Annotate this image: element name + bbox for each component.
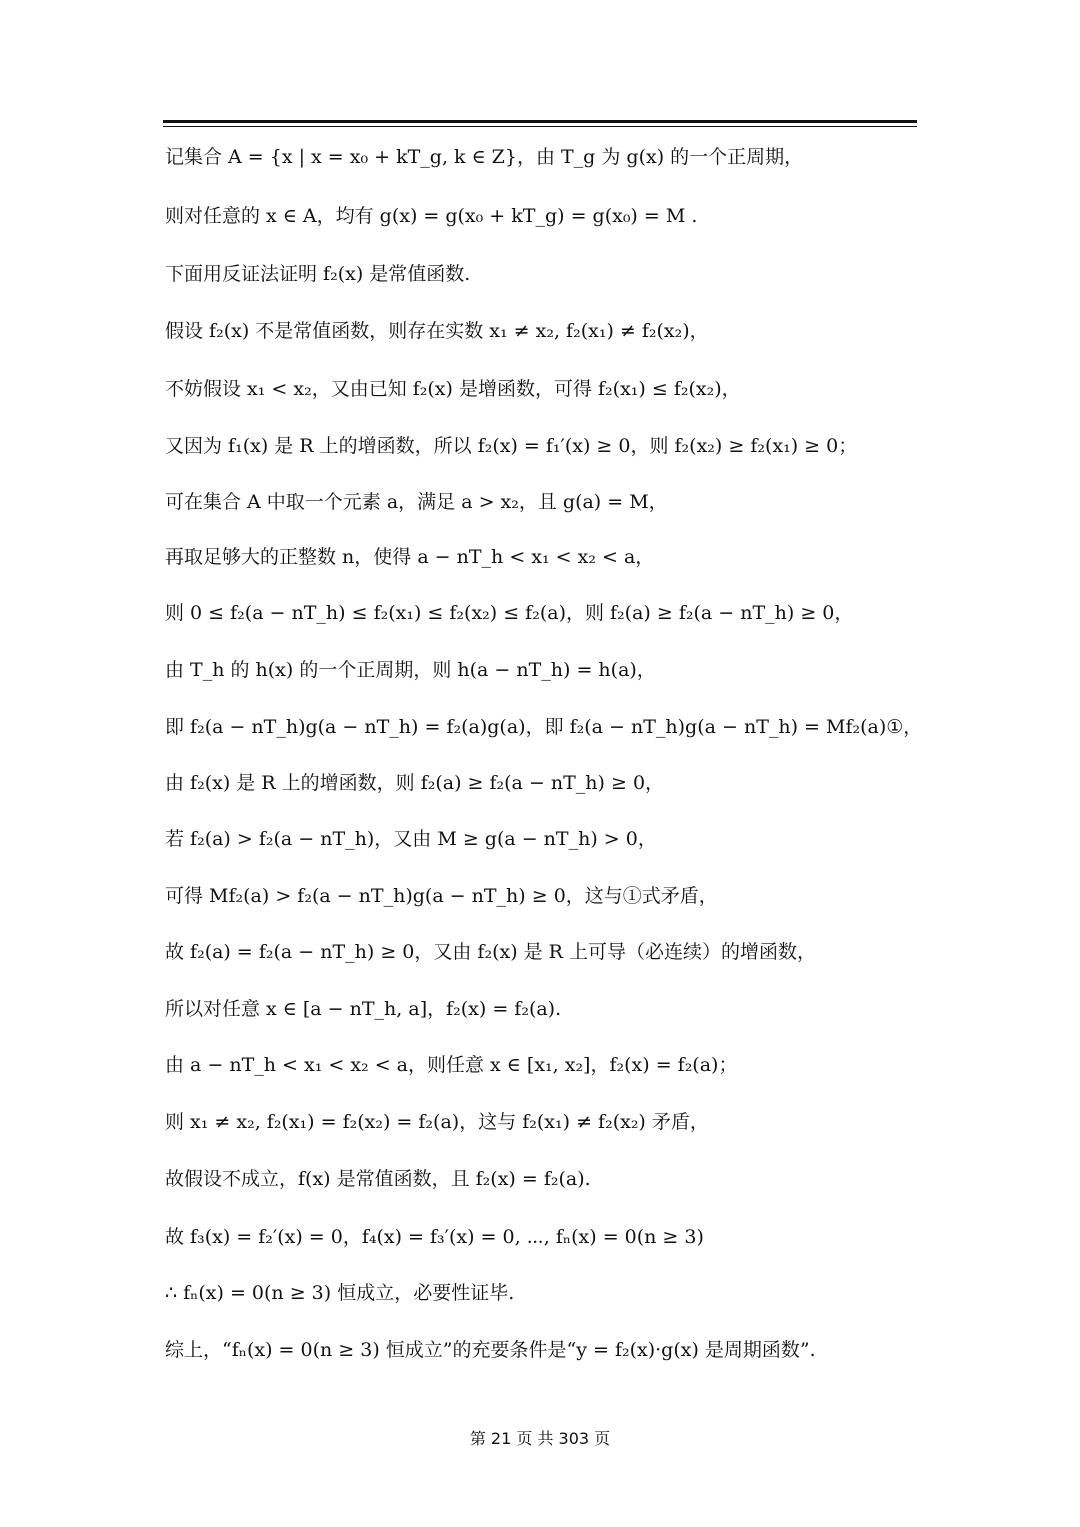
text-line: 则 0 ≤ f₂(a − nT_h) ≤ f₂(x₁) ≤ f₂(x₂) ≤ f₂(a)，则 f₂(a) ≥ f₂(a − nT_h) ≥ 0， [165, 602, 854, 624]
text-line: 记集合 A = {x | x = x₀ + kT_g, k ∈ Z}，由 T_g 为 g(x) 的一个正周期， [165, 146, 804, 168]
header-rule-thin [163, 126, 917, 127]
text-line: 即 f₂(a − nT_h)g(a − nT_h) = f₂(a)g(a)，即 f₂(a − nT_h)g(a − nT_h) = Mf₂(a)①， [165, 716, 923, 738]
text-line: 由 T_h 的 h(x) 的一个正周期，则 h(a − nT_h) = h(a)， [165, 659, 656, 681]
text-line: 若 f₂(a) > f₂(a − nT_h)，又由 M ≥ g(a − nT_h) > 0， [165, 828, 657, 850]
text-line: 下面用反证法证明 f₂(x) 是常值函数. [165, 263, 471, 285]
text-line: 综上，“fₙ(x) = 0(n ≥ 3) 恒成立”的充要条件是“y = f₂(x)·g(x) 是周期函数”. [165, 1339, 816, 1361]
text-line: ∴ fₙ(x) = 0(n ≥ 3) 恒成立，必要性证毕. [165, 1282, 515, 1304]
text-line: 假设 f₂(x) 不是常值函数，则存在实数 x₁ ≠ x₂, f₂(x₁) ≠ f₂(x₂)， [165, 320, 709, 342]
text-line: 故 f₂(a) = f₂(a − nT_h) ≥ 0，又由 f₂(x) 是 R 上可导（必连续）的增函数， [165, 941, 817, 963]
text-line: 所以对任意 x ∈ [a − nT_h, a]，f₂(x) = f₂(a). [165, 998, 562, 1020]
text-line: 可在集合 A 中取一个元素 a，满足 a > x₂，且 g(a) = M， [165, 491, 668, 513]
text-line: 由 f₂(x) 是 R 上的增函数，则 f₂(a) ≥ f₂(a − nT_h) ≥ 0， [165, 772, 665, 794]
text-line: 由 a − nT_h < x₁ < x₂ < a，则任意 x ∈ [x₁, x₂]，f₂(x) = f₂(a)； [165, 1054, 738, 1076]
text-line: 则 x₁ ≠ x₂, f₂(x₁) = f₂(x₂) = f₂(a)，这与 f₂(x₁) ≠ f₂(x₂) 矛盾， [165, 1111, 709, 1133]
text-line: 则对任意的 x ∈ A，均有 g(x) = g(x₀ + kT_g) = g(x₀) = M . [165, 205, 698, 227]
text-line: 故假设不成立，f(x) 是常值函数，且 f₂(x) = f₂(a). [165, 1168, 591, 1190]
text-line: 故 f₃(x) = f₂′(x) = 0，f₄(x) = f₃′(x) = 0, ⋯, fₙ(x) = 0(n ≥ 3) [165, 1226, 704, 1248]
text-line: 再取足够大的正整数 n，使得 a − nT_h < x₁ < x₂ < a， [165, 546, 655, 568]
text-line: 又因为 f₁(x) 是 R 上的增函数，所以 f₂(x) = f₁′(x) ≥ 0，则 f₂(x₂) ≥ f₂(x₁) ≥ 0； [165, 435, 858, 457]
text-line: 不妨假设 x₁ < x₂，又由已知 f₂(x) 是增函数，可得 f₂(x₁) ≤ f₂(x₂)， [165, 378, 741, 400]
header-rule-thick [163, 120, 917, 123]
text-line: 可得 Mf₂(a) > f₂(a − nT_h)g(a − nT_h) ≥ 0，这与①式矛盾， [165, 885, 718, 907]
page-number: 第 21 页 共 303 页 [469, 1429, 611, 1448]
